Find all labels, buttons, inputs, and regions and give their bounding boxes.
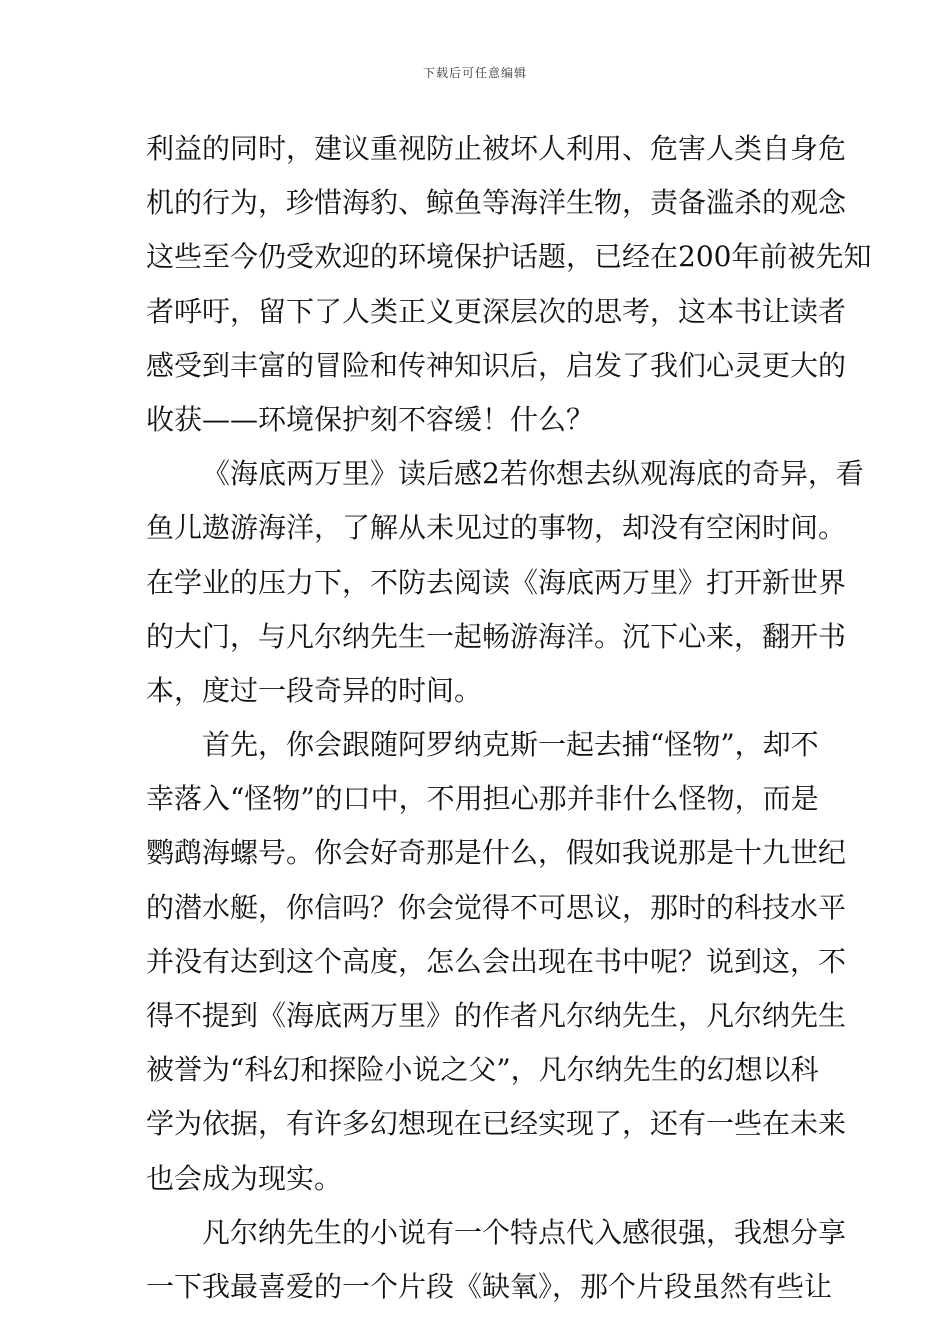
text-line: 的潜水艇，你信吗？你会觉得不可思议，那时的科技水平 bbox=[146, 890, 847, 924]
text-line: 被誉为“科幻和探险小说之父”，凡尔纳先生的幻想以科 bbox=[146, 1053, 819, 1087]
body-text bbox=[146, 122, 872, 1314]
text-line: 一下我最喜爱的一个片段《缺氧》，那个片段虽然有些让 bbox=[146, 1269, 833, 1303]
text-line: 这些至今仍受欢迎的环境保护话题，已经在200年前被先知 bbox=[146, 240, 872, 274]
text-line: 也会成为现实。 bbox=[146, 1161, 343, 1195]
paragraph-first-line: 首先，你会跟随阿罗纳克斯一起去捕“怪物”，却不 bbox=[202, 728, 819, 762]
text-line: 机的行为，珍惜海豹、鲸鱼等海洋生物，责备滥杀的观念 bbox=[146, 186, 847, 220]
text-line: 鹦鹉海螺号。你会好奇那是什么，假如我说那是十九世纪 bbox=[146, 836, 847, 870]
text-line: 本，度过一段奇异的时间。 bbox=[146, 673, 483, 707]
text-line: 在学业的压力下，不防去阅读《海底两万里》打开新世界 bbox=[146, 565, 847, 599]
text-line: 者呼吁，留下了人类正义更深层次的思考，这本书让读者 bbox=[146, 294, 847, 328]
text-line: 收获——环境保护刻不容缓！什么？ bbox=[146, 402, 595, 436]
text-line: 得不提到《海底两万里》的作者凡尔纳先生，凡尔纳先生 bbox=[146, 999, 847, 1032]
text-line: 并没有达到这个高度，怎么会出现在书中呢？说到这，不 bbox=[146, 944, 847, 978]
text-line: 利益的同时，建议重视防止被坏人利用、危害人类自身危 bbox=[146, 132, 847, 165]
paragraph-first-line: 《海底两万里》读后感2若你想去纵观海底的奇异，看 bbox=[202, 457, 864, 491]
text-line: 学为依据，有许多幻想现在已经实现了，还有一些在未来 bbox=[146, 1107, 847, 1141]
text-line: 感受到丰富的冒险和传神知识后，启发了我们心灵更大的 bbox=[146, 348, 847, 382]
text-line: 幸落入“怪物”的口中，不用担心那并非什么怪物，而是 bbox=[146, 782, 819, 816]
text-line: 鱼儿遨游海洋，了解从未见过的事物，却没有空闲时间。 bbox=[146, 511, 847, 545]
text-line: 的大门，与凡尔纳先生一起畅游海洋。沉下心来，翻开书 bbox=[146, 619, 847, 653]
page-header: 下载后可任意编辑 bbox=[422, 66, 527, 80]
paragraph-first-line: 凡尔纳先生的小说有一个特点代入感很强，我想分享 bbox=[202, 1215, 847, 1249]
